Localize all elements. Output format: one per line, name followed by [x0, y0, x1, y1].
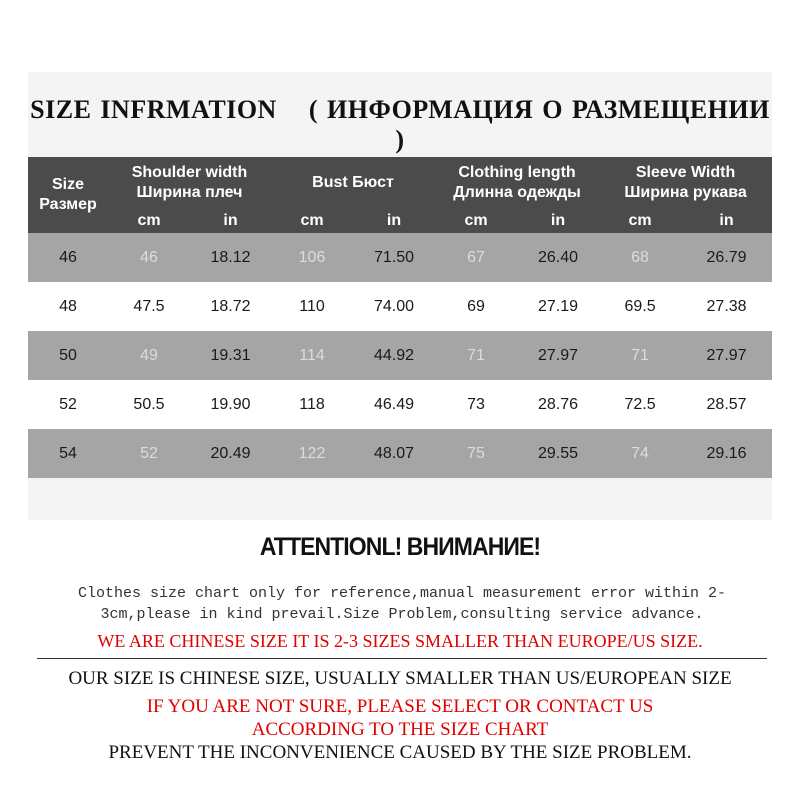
header-size: Size Размер [28, 157, 108, 233]
title-english: SIZE INFRMATION [30, 95, 277, 124]
page-title [28, 95, 772, 155]
measurement-cell: 44.92 [353, 331, 435, 380]
measurement-cell: 27.38 [681, 282, 772, 331]
measurement-cell: 74.00 [353, 282, 435, 331]
measurement-cell: 49 [108, 331, 190, 380]
measurement-cell: 18.72 [190, 282, 271, 331]
table-row [28, 233, 772, 282]
measurement-cell: 122 [271, 429, 353, 478]
size-cell: 52 [28, 380, 108, 429]
measurement-cell: 50.5 [108, 380, 190, 429]
size-cell: 48 [28, 282, 108, 331]
measurement-cell: 26.79 [681, 233, 772, 282]
unit-in: in [353, 209, 435, 233]
measurement-cell: 69.5 [599, 282, 681, 331]
attention-heading: ATTENTIONL! ВНИМАНИЕ! [259, 533, 541, 561]
header-sleeve-width: Sleeve Width Ширина рукава [599, 157, 772, 209]
measurement-cell: 26.40 [517, 233, 599, 282]
measurement-cell: 29.16 [681, 429, 772, 478]
header-shoulder-width: Shoulder width Ширина плеч [108, 157, 271, 209]
unit-cm: cm [435, 209, 517, 233]
info-line-2: IF YOU ARE NOT SURE, PLEASE SELECT OR CONTACT US [146, 696, 654, 717]
measurement-cell: 28.76 [517, 380, 599, 429]
divider [37, 658, 767, 659]
size-table [28, 157, 772, 478]
measurement-cell: 52 [108, 429, 190, 478]
measurement-cell: 72.5 [599, 380, 681, 429]
header-clothing-length: Clothing length Длинна одежды [435, 157, 599, 209]
size-cell: 54 [28, 429, 108, 478]
measurement-cell: 68 [599, 233, 681, 282]
unit-in: in [190, 209, 271, 233]
measurement-cell: 69 [435, 282, 517, 331]
measurement-cell: 74 [599, 429, 681, 478]
measurement-cell: 27.97 [517, 331, 599, 380]
measurement-cell: 71 [599, 331, 681, 380]
measurement-cell: 71.50 [353, 233, 435, 282]
measurement-cell: 106 [271, 233, 353, 282]
unit-in: in [517, 209, 599, 233]
header-bust: Bust Бюст [271, 157, 435, 209]
unit-cm: cm [271, 209, 353, 233]
measurement-cell: 29.55 [517, 429, 599, 478]
measurement-cell: 19.31 [190, 331, 271, 380]
measurement-cell: 73 [435, 380, 517, 429]
size-note: Clothes size chart only for reference,manual measurement error within 2- 3cm,please in kind prevail.Size Problem,consulting service advance. [77, 585, 727, 623]
unit-in: in [681, 209, 772, 233]
size-cell: 46 [28, 233, 108, 282]
measurement-cell: 110 [271, 282, 353, 331]
table-row [28, 380, 772, 429]
measurement-cell: 27.97 [681, 331, 772, 380]
measurement-cell: 18.12 [190, 233, 271, 282]
measurement-cell: 114 [271, 331, 353, 380]
table-row [28, 429, 772, 478]
info-line-3: ACCORDING TO THE SIZE CHART [251, 719, 549, 740]
measurement-cell: 20.49 [190, 429, 271, 478]
info-line-1: OUR SIZE IS CHINESE SIZE, USUALLY SMALLER THAN US/EUROPEAN SIZE [68, 668, 732, 689]
measurement-cell: 71 [435, 331, 517, 380]
measurement-cell: 27.19 [517, 282, 599, 331]
measurement-cell: 46 [108, 233, 190, 282]
unit-cm: cm [108, 209, 190, 233]
table-row [28, 331, 772, 380]
measurement-cell: 19.90 [190, 380, 271, 429]
measurement-cell: 28.57 [681, 380, 772, 429]
table-row [28, 282, 772, 331]
size-cell: 50 [28, 331, 108, 380]
measurement-cell: 118 [271, 380, 353, 429]
measurement-cell: 47.5 [108, 282, 190, 331]
info-line-4: PREVENT THE INCONVENIENCE CAUSED BY THE SIZE PROBLEM. [108, 742, 692, 763]
measurement-cell: 67 [435, 233, 517, 282]
measurement-cell: 46.49 [353, 380, 435, 429]
measurement-cell: 48.07 [353, 429, 435, 478]
unit-cm: cm [599, 209, 681, 233]
chinese-size-warning: WE ARE CHINESE SIZE IT IS 2-3 SIZES SMALLER THAN EUROPE/US SIZE. [97, 631, 703, 651]
measurement-cell: 75 [435, 429, 517, 478]
title-russian: ( ИНФОРМАЦИЯ О РАЗМЕЩЕНИИ ) [308, 95, 770, 154]
